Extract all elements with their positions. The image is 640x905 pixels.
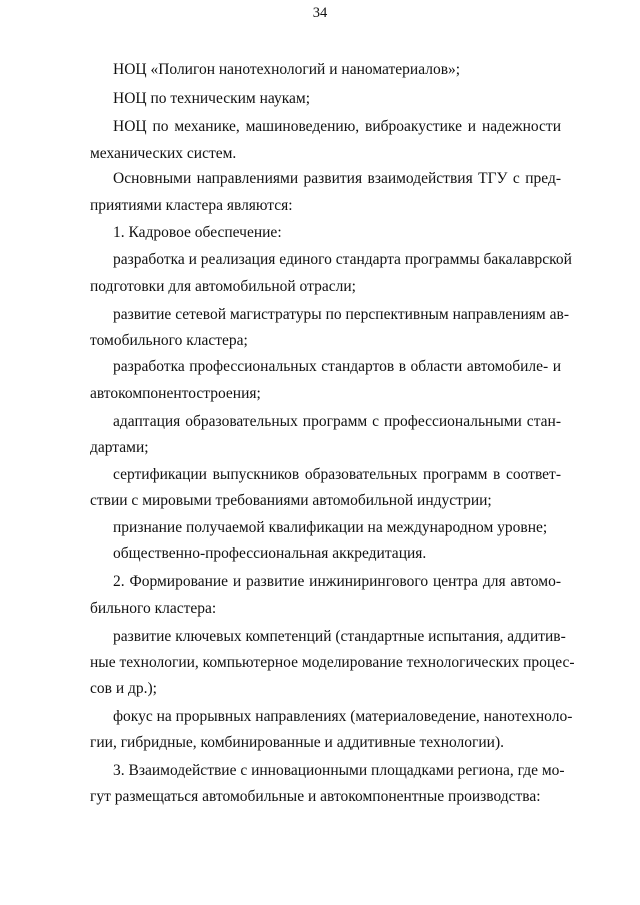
text-line: ствии с мировыми требованиями автомобильной индустрии; <box>90 492 492 509</box>
text-line: ные технологии, компьютерное моделирование технологических процес- <box>90 654 575 671</box>
text-line: разработка и реализация единого стандарта программы бакалаврской <box>113 251 572 268</box>
text-line: дартами; <box>90 439 149 456</box>
text-line: гут размещаться автомобильные и автокомпонентные производства: <box>90 788 541 805</box>
text-line: автокомпонентостроения; <box>90 385 261 402</box>
text-line: подготовки для автомобильной отрасли; <box>90 278 356 295</box>
list-heading: 1. Кадровое обеспечение: <box>113 224 282 241</box>
text-line: адаптация образовательных программ с профессиональными стан- <box>113 413 561 430</box>
text-line: фокус на прорывных направлениях (материаловедение, нанотехноло- <box>113 708 573 725</box>
text-line: развитие сетевой магистратуры по перспективным направлениям ав- <box>113 306 569 323</box>
text-line: развитие ключевых компетенций (стандартные испытания, аддитив- <box>113 628 566 645</box>
list-heading: 2. Формирование и развитие инжинирингового центра для автомо- <box>113 573 561 590</box>
text-line: приятиями кластера являются: <box>90 197 293 214</box>
text-line: признание получаемой квалификации на международном уровне; <box>113 519 548 536</box>
text-line: НОЦ по техническим наукам; <box>113 90 311 107</box>
text-line: томобильного кластера; <box>90 332 248 349</box>
text-line: НОЦ по механике, машиноведению, виброакустике и надежности <box>113 118 561 135</box>
text-line: сертификации выпускников образовательных программ в соответ- <box>113 466 561 483</box>
text-line: механических систем. <box>90 145 237 162</box>
text-line: НОЦ «Полигон нанотехнологий и наноматериалов»; <box>113 61 461 78</box>
text-line: бильного кластера: <box>90 600 217 617</box>
text-line: сов и др.); <box>90 680 157 697</box>
text-line: Основными направлениями развития взаимодействия ТГУ с пред- <box>113 170 561 187</box>
text-line: общественно-профессиональная аккредитация. <box>113 545 427 562</box>
text-line: разработка профессиональных стандартов в области автомобиле- и <box>113 358 561 375</box>
text-line: гии, гибридные, комбинированные и аддитивные технологии). <box>90 734 505 751</box>
list-heading: 3. Взаимодействие с инновационными площадками региона, где мо- <box>113 762 565 779</box>
page-number: 34 <box>312 5 328 21</box>
